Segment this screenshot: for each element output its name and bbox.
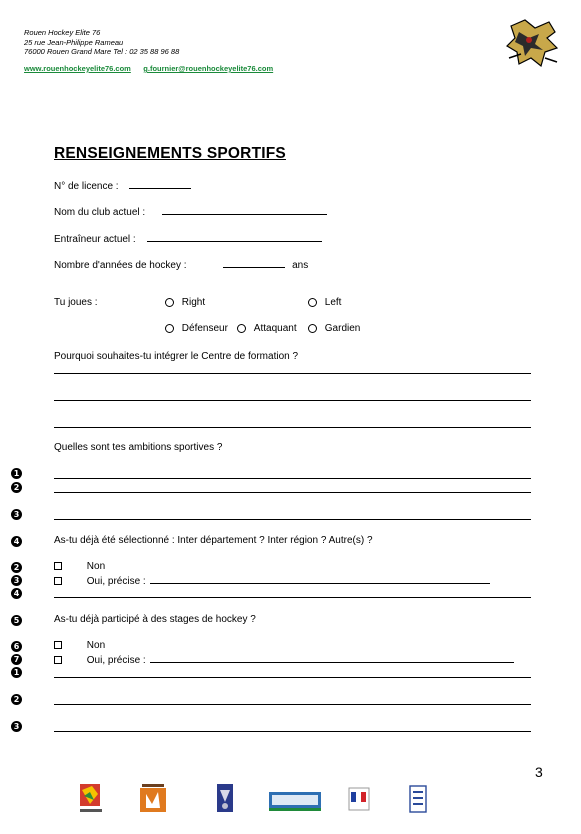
option-yes-label: Oui, précise : [86, 655, 146, 666]
club-field[interactable] [162, 205, 327, 215]
page-title: RENSEIGNEMENTS SPORTIFS [54, 145, 286, 162]
bullet-number: 5 [11, 615, 22, 626]
option-attacker-label: Attaquant [253, 323, 297, 334]
bullet-number: 3 [11, 509, 22, 520]
bullet-number: 1 [11, 667, 22, 678]
answer-line[interactable] [54, 731, 531, 732]
answer-line[interactable] [54, 597, 531, 598]
licence-label: N° de licence : [54, 181, 119, 192]
checkbox-no-icon[interactable] [54, 641, 62, 649]
bullet-number: 3 [11, 575, 22, 586]
question-stages: As-tu déjà participé à des stages de hockey ? [54, 614, 256, 625]
specify-field[interactable] [150, 574, 490, 584]
option-defender[interactable] [165, 323, 228, 334]
club-label: Nom du club actuel : [54, 207, 146, 218]
option-attacker[interactable] [237, 323, 297, 334]
option-yes-stages[interactable] [54, 653, 514, 666]
agglomeration-logo-icon [268, 782, 322, 816]
answer-line[interactable] [54, 427, 531, 428]
option-yes-label: Oui, précise : [86, 576, 146, 587]
option-no-label: Non [86, 561, 106, 572]
bullet-number: 2 [11, 694, 22, 705]
city-logo-icon [214, 782, 236, 816]
bullet-number: 3 [11, 721, 22, 732]
specify-field[interactable] [150, 653, 514, 663]
radio-attacker-icon[interactable] [237, 324, 246, 333]
email-link[interactable]: g.fournier@rouenhockeyelite76.com [143, 64, 274, 73]
years-unit: ans [292, 260, 309, 271]
option-left-label: Left [324, 297, 342, 308]
answer-line[interactable] [54, 677, 531, 678]
checkbox-yes-icon[interactable] [54, 577, 62, 585]
bullet-number: 4 [11, 588, 22, 599]
option-no-selected[interactable] [54, 561, 105, 572]
federation-logo-icon [407, 782, 429, 816]
radio-right-icon[interactable] [165, 298, 174, 307]
org-name: Rouen Hockey Elite 76 [24, 28, 101, 37]
answer-line[interactable] [54, 373, 531, 374]
years-field[interactable] [223, 258, 285, 268]
option-no-label: Non [86, 640, 106, 651]
bullet-number: 2 [11, 562, 22, 573]
answer-line[interactable] [54, 478, 531, 479]
licence-field[interactable] [129, 179, 191, 189]
page-number: 3 [535, 764, 543, 780]
radio-left-icon[interactable] [308, 298, 317, 307]
bullet-number: 4 [11, 536, 22, 547]
years-label: Nombre d'années de hockey : [54, 260, 187, 271]
org-street: 25 rue Jean-Philippe Rameau [24, 37, 124, 47]
bullet-number: 6 [11, 641, 22, 652]
question-selected: As-tu déjà été sélectionné : Inter département ? Inter région ? Autre(s) ? [54, 535, 373, 546]
checkbox-yes-icon[interactable] [54, 656, 62, 664]
bullet-number: 2 [11, 482, 22, 493]
department-logo-icon [136, 782, 170, 816]
answer-line[interactable] [54, 704, 531, 705]
option-left[interactable] [308, 297, 341, 308]
option-goalie[interactable] [308, 323, 360, 334]
radio-defender-icon[interactable] [165, 324, 174, 333]
coach-label: Entraîneur actuel : [54, 234, 136, 245]
answer-line[interactable] [54, 492, 531, 493]
coach-field[interactable] [147, 232, 322, 242]
question-why: Pourquoi souhaites-tu intégrer le Centre de formation ? [54, 351, 299, 362]
club-logo-icon [505, 18, 561, 70]
option-no-stages[interactable] [54, 640, 105, 651]
website-link[interactable]: www.rouenhockeyelite76.com [24, 64, 131, 73]
checkbox-no-icon[interactable] [54, 562, 62, 570]
republic-logo-icon [346, 782, 372, 816]
bullet-number: 1 [11, 468, 22, 479]
bullet-number: 7 [11, 654, 22, 665]
question-ambitions: Quelles sont tes ambitions sportives ? [54, 442, 223, 453]
org-city-tel: 76000 Rouen Grand Mare Tel : 02 35 88 96 88 [24, 47, 180, 56]
option-defender-label: Défenseur [181, 323, 228, 334]
answer-line[interactable] [54, 519, 531, 520]
option-right[interactable] [165, 297, 205, 308]
radio-goalie-icon[interactable] [308, 324, 317, 333]
option-yes-selected[interactable] [54, 574, 490, 587]
option-right-label: Right [181, 297, 206, 308]
plays-label: Tu joues : [54, 297, 98, 308]
answer-line[interactable] [54, 400, 531, 401]
region-logo-icon [78, 782, 104, 816]
option-goalie-label: Gardien [324, 323, 361, 334]
